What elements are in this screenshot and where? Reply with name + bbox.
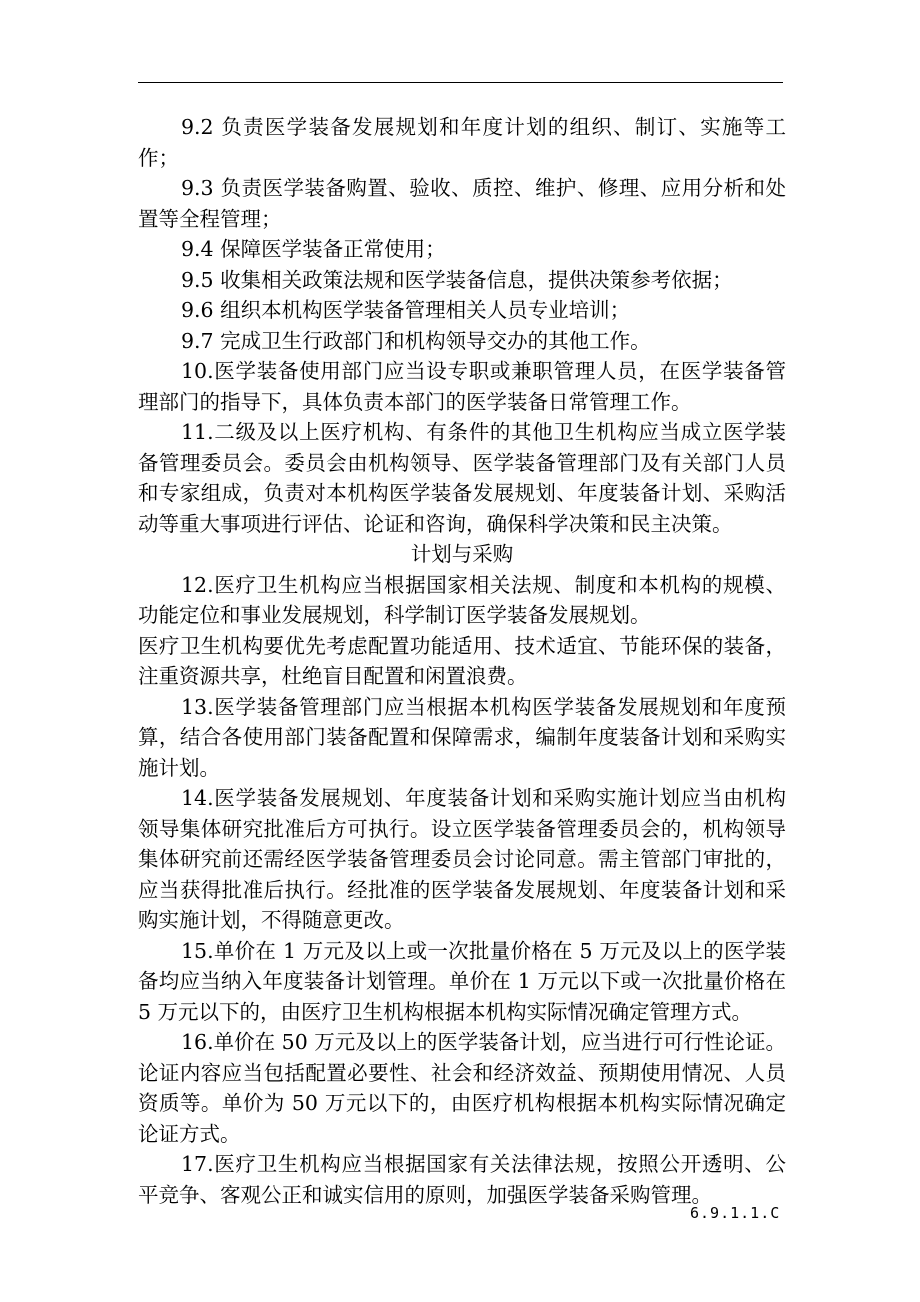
paragraph-13: 13.医学装备管理部门应当根据本机构医学装备发展规划和年度预算，结合各使用部门装备配置和保障需求，编制年度装备计划和采购实施计划。 bbox=[138, 694, 786, 780]
paragraph-15: 15.单价在 1 万元及以上或一次批量价格在 5 万元及以上的医学装备均应当纳入年度装备计划管理。单价在 1 万元以下或一次批量价格在 5 万元以下的，由医疗卫生机构根据本机构实际情况确定管理方式。 bbox=[138, 938, 786, 1024]
footer-code: 6.9.1.1.C bbox=[690, 1204, 781, 1222]
paragraph-12-continued: 医疗卫生机构要优先考虑配置功能适用、技术适宜、节能环保的装备，注重资源共享，杜绝盲目配置和闲置浪费。 bbox=[138, 633, 786, 688]
paragraph-9-6: 9.6 组织本机构医学装备管理相关人员专业培训； bbox=[181, 298, 631, 322]
paragraph-16: 16.单价在 50 万元及以上的医学装备计划，应当进行可行性论证。论证内容应当包括配置必要性、社会和经济效益、预期使用情况、人员资质等。单价为 50 万元以下的，由医疗机构根据本机构实际情况确定论证方式。 bbox=[138, 1030, 786, 1146]
paragraph-9-2: 9.2 负责医学装备发展规划和年度计划的组织、制订、实施等工作； bbox=[138, 115, 786, 170]
header-rule bbox=[138, 82, 783, 83]
section-heading: 计划与采购 bbox=[410, 542, 514, 566]
paragraph-17: 17.医疗卫生机构应当根据国家有关法律法规，按照公开透明、公平竞争、客观公正和诚实信用的原则，加强医学装备采购管理。 bbox=[138, 1152, 786, 1207]
paragraph-9-4: 9.4 保障医学装备正常使用； bbox=[181, 237, 446, 261]
paragraph-9-5: 9.5 收集相关政策法规和医学装备信息，提供决策参考依据； bbox=[181, 267, 733, 292]
paragraph-9-7: 9.7 完成卫生行政部门和机构领导交办的其他工作。 bbox=[181, 328, 651, 353]
paragraph-12: 12.医疗卫生机构应当根据国家相关法规、制度和本机构的规模、功能定位和事业发展规划，科学制订医学装备发展规划。 bbox=[138, 572, 786, 627]
paragraph-9-3: 9.3 负责医学装备购置、验收、质控、维护、修理、应用分析和处置等全程管理； bbox=[138, 176, 786, 231]
paragraph-14: 14.医学装备发展规划、年度装备计划和采购实施计划应当由机构领导集体研究批准后方可执行。设立医学装备管理委员会的，机构领导集体研究前还需经医学装备管理委员会讨论同意。需主管部门审批的，应当获得批准后执行。经批准的医学装备发展规划、年度装备计划和采购实施计划，不得随意更改。 bbox=[138, 786, 786, 932]
paragraph-11: 11.二级及以上医疗机构、有条件的其他卫生机构应当成立医学装备管理委员会。委员会由机构领导、医学装备管理部门及有关部门人员和专家组成，负责对本机构医学装备发展规划、年度装备计划、采购活动等重大事项进行评估、论证和咨询，确保科学决策和民主决策。 bbox=[138, 420, 786, 536]
paragraph-10: 10.医学装备使用部门应当设专职或兼职管理人员，在医学装备管理部门的指导下，具体负责本部门的医学装备日常管理工作。 bbox=[138, 359, 786, 414]
document-body bbox=[138, 112, 786, 1210]
